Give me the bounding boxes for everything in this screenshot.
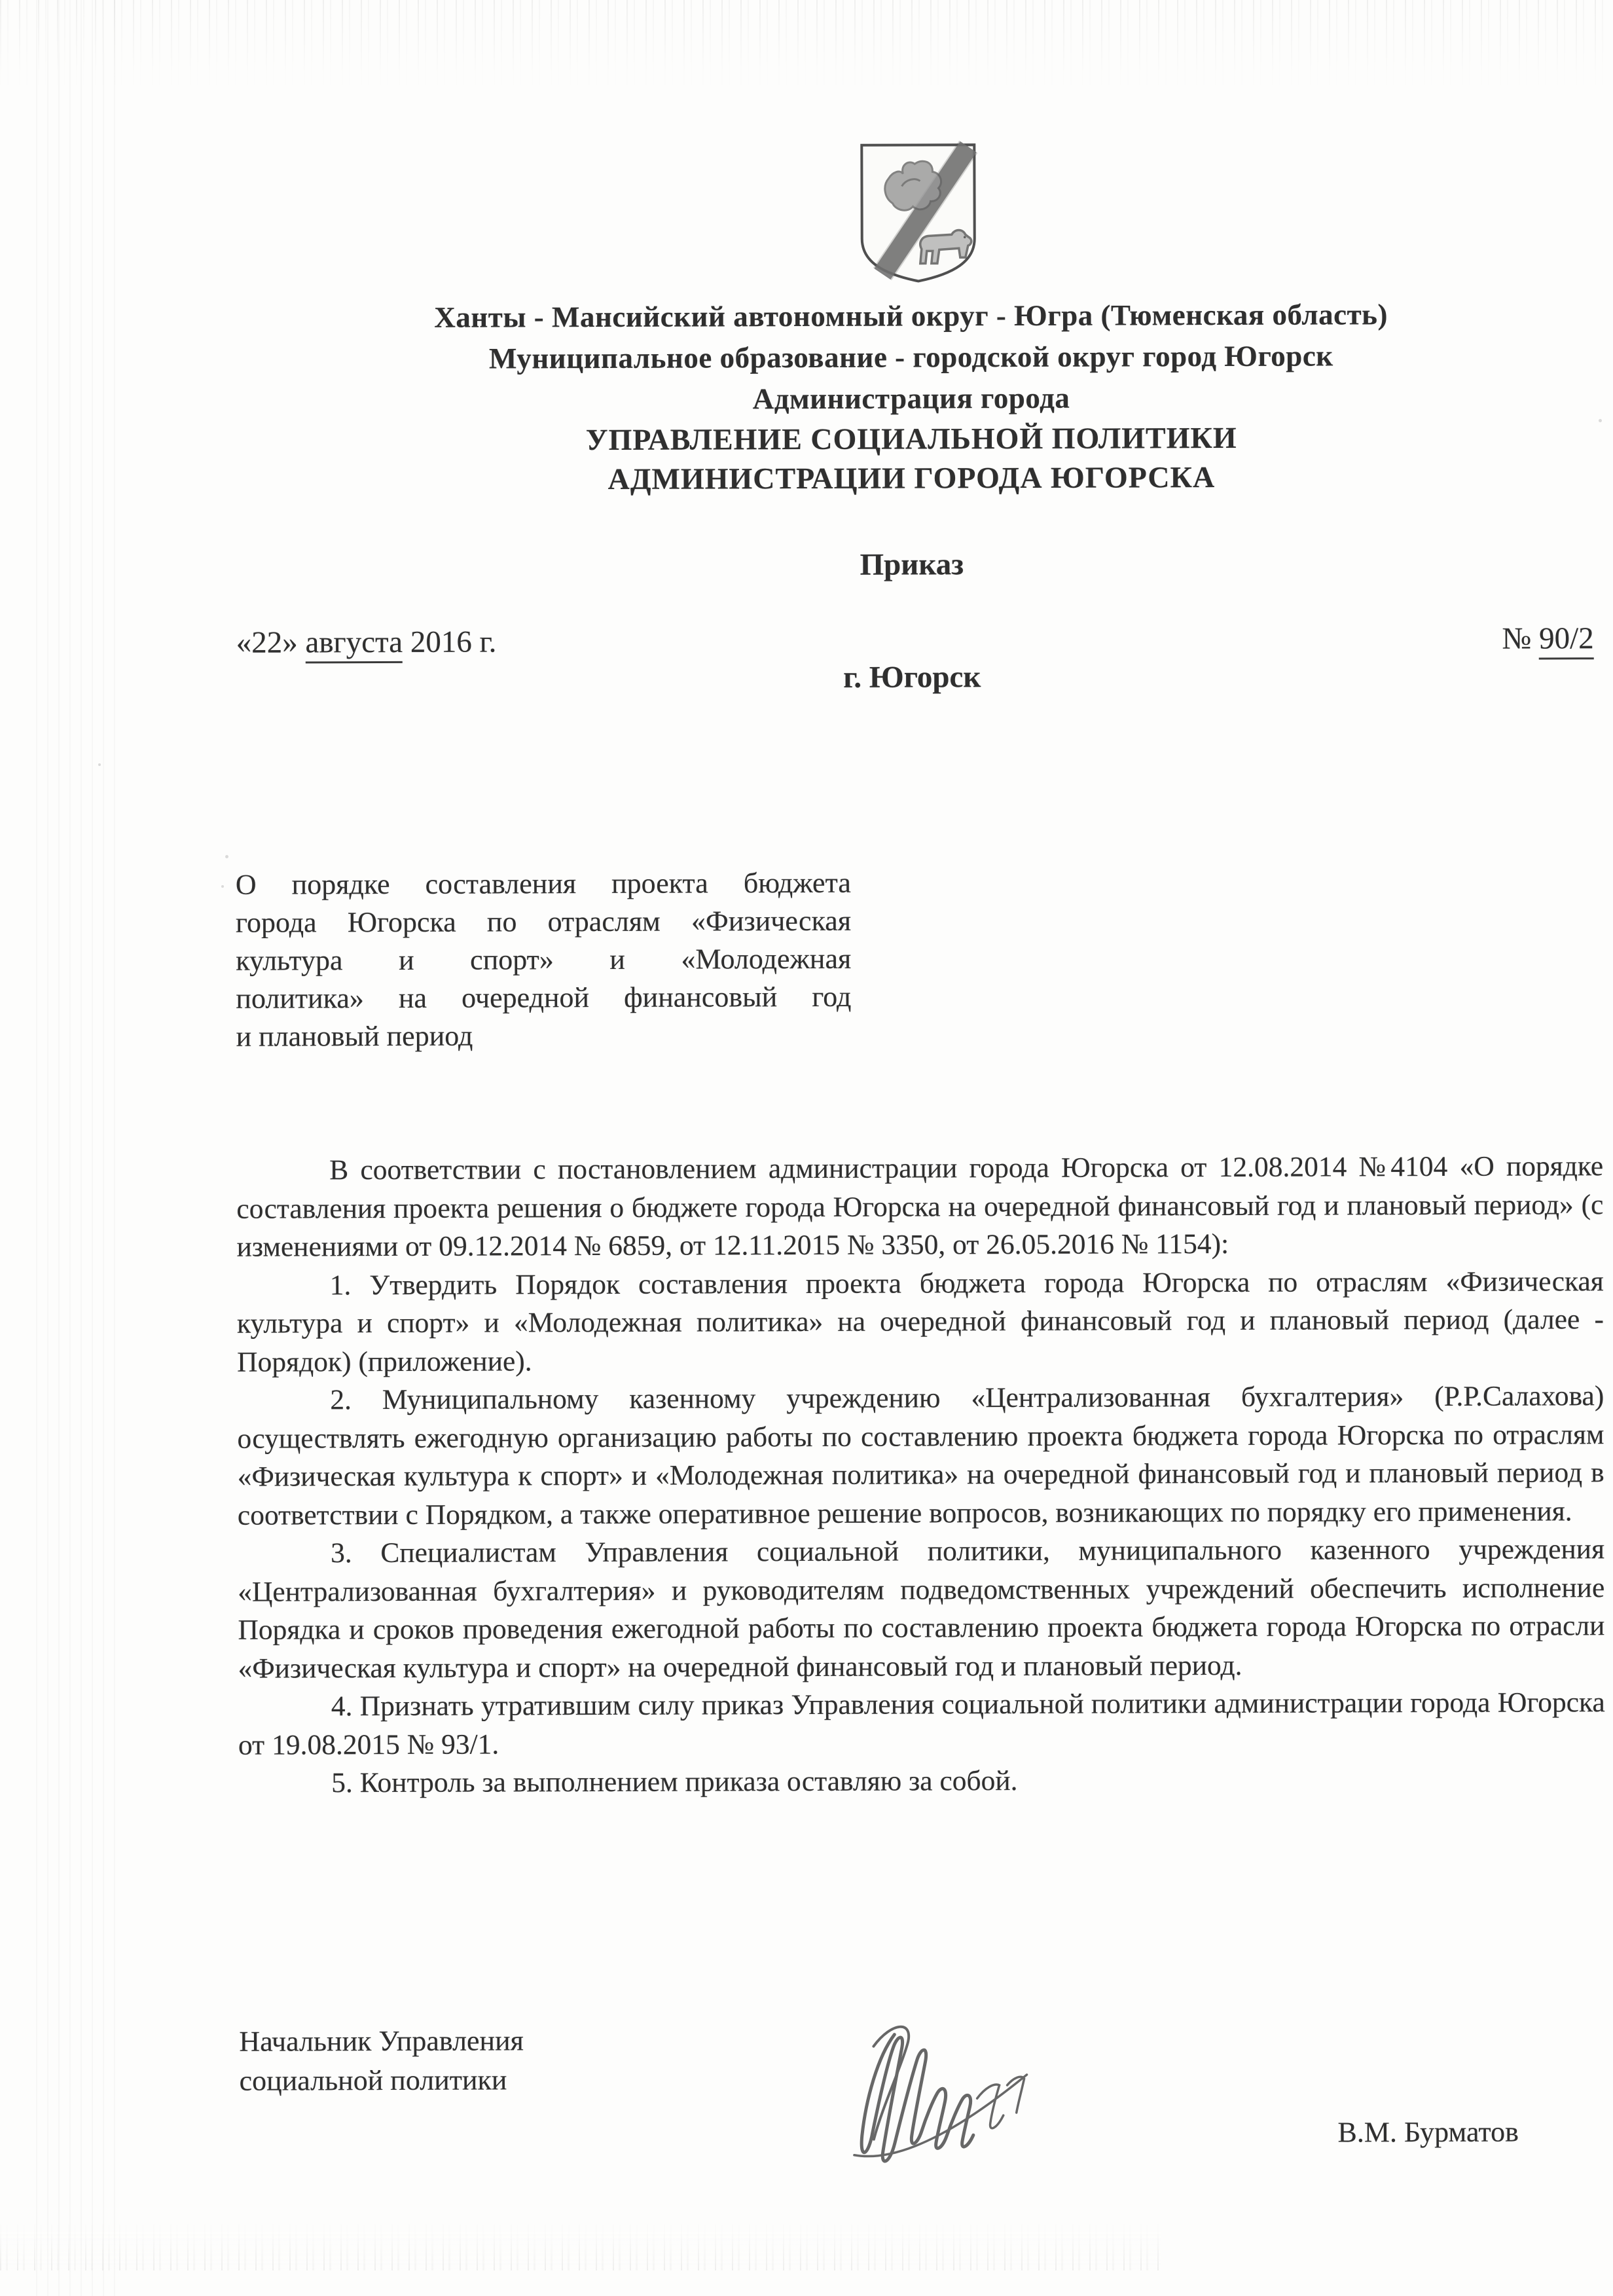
order-item-1: 1. Утвердить Порядок составления проекта бюджета города Югорска по отраслям «Физическая культура и спорт» и «Молодежная политика» на очередной финансовый год и плановый период (далее - Порядок) (приложение).	[236, 1265, 1604, 1378]
handwritten-signature	[831, 1983, 1048, 2200]
date-number-row	[236, 621, 1594, 661]
signer-position	[239, 2021, 524, 2100]
subject-line: культура и спорт» и «Молодежная	[236, 942, 852, 977]
coat-of-arms-icon	[856, 139, 981, 287]
date-line	[236, 624, 497, 660]
yugorsk-coat-of-arms	[856, 139, 981, 287]
subject-line: города Югорска по отраслям «Физическая	[235, 904, 852, 939]
order-number	[1502, 621, 1593, 656]
org-header	[221, 293, 1602, 500]
org-header-region: Ханты - Мансийский автономный округ - Югра (Тюменская область)	[434, 298, 1388, 334]
signature-block	[239, 2010, 1606, 2231]
document-title: Приказ	[860, 547, 964, 582]
signer-position-line2: социальной политики	[239, 2064, 507, 2097]
subject-line: и плановый период	[236, 1019, 473, 1053]
org-header-department: УПРАВЛЕНИЕ СОЦИАЛЬНОЙ ПОЛИТИКИ	[585, 420, 1237, 457]
preamble-paragraph: В соответствии с постановлением администрации города Югорска от 12.08.2014 №4104 «О порядке составления проекта решения о бюджете города Югорска на очередной финансовый год и плановый период» (с изменениями от 09.12.2014 № 6859, от 12.11.2015 № 3350, от 26.05.2016 № 1154):	[236, 1150, 1604, 1263]
order-body	[236, 1147, 1605, 1802]
signer-position-line1: Начальник Управления	[239, 2024, 524, 2058]
org-header-department-city: АДМИНИСТРАЦИИ ГОРОДА ЮГОРСКА	[607, 460, 1216, 496]
order-item-2: 2. Муниципальному казенному учреждению «Централизованная бухгалтерия» (Р.Р.Салахова) осуществлять ежегодную организацию работы по составлению проекта бюджета города Югорска по отраслям «Физическая культура к спорт» и «Молодежная политика» на очередной финансовый год и плановый период в соответствии с Порядком, а также оперативное решение вопросов, возникающих по порядку его применения.	[237, 1380, 1604, 1531]
number-sign: №	[1502, 621, 1532, 656]
org-header-municipality: Муниципальное образование - городской округ город Югорск	[488, 339, 1333, 375]
date-year: 2016 г.	[410, 625, 497, 659]
signature-icon	[831, 1983, 1048, 2200]
signer-name: В.М. Бурматов	[1337, 2115, 1519, 2149]
number-value-underlined: 90/2	[1539, 621, 1594, 659]
date-day: «22»	[236, 625, 298, 660]
subject-line: О порядке составления проекта бюджета	[235, 866, 851, 901]
order-item-4: 4. Признать утратившим силу приказ Управления социальной политики администрации города Югорска от 19.08.2015 № 93/1.	[238, 1686, 1605, 1761]
subject-block	[236, 864, 852, 1056]
place-line: г. Югорск	[843, 660, 981, 695]
order-item-3: 3. Специалистам Управления социальной политики, муниципального казенного учреждения «Централизованная бухгалтерия» и руководителям подведомственных учреждений обеспечить исполнение Порядка и сроков проведения ежегодной работы по составлению проекта бюджета города Югорска по отрасли «Физическая культура и спорт» на очередной финансовый год и плановый период.	[238, 1533, 1605, 1685]
date-month-underlined: августа	[305, 625, 403, 663]
org-header-administration: Администрация города	[752, 381, 1070, 416]
subject-line: политика» на очередной финансовый год	[236, 980, 852, 1015]
order-item-5: 5. Контроль за выполнением приказа оставляю за собой.	[331, 1764, 1018, 1799]
